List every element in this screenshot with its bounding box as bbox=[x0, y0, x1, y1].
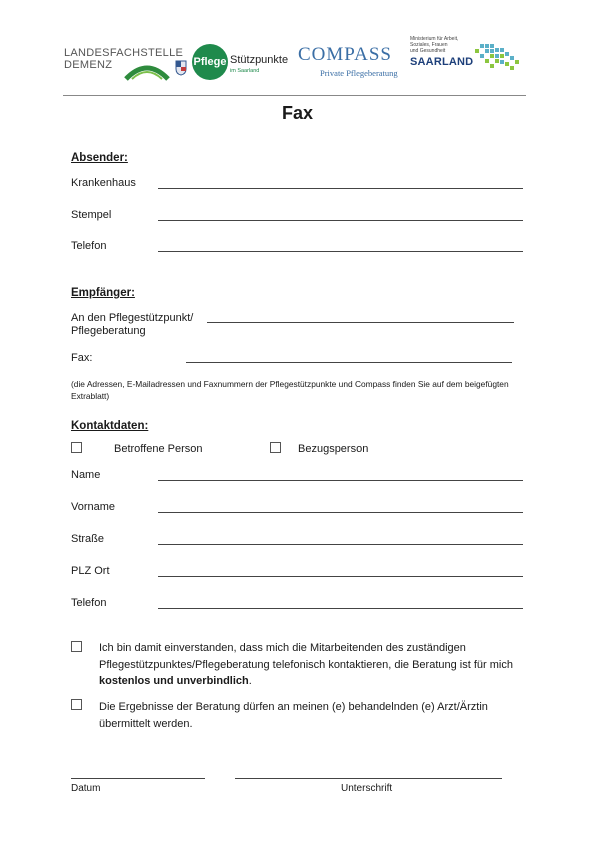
saarland-map-icon bbox=[474, 40, 520, 72]
logo-compass-name: COMPASS bbox=[298, 44, 392, 65]
field-stempel-line[interactable] bbox=[158, 220, 523, 221]
consent-contact-end: . bbox=[248, 675, 252, 687]
field-label-plz-ort: PLZ Ort bbox=[71, 565, 110, 577]
logo-saarland-name: SAARLAND bbox=[410, 56, 474, 68]
logo-landesfachstelle-demenz bbox=[64, 47, 190, 81]
label-bezugsperson: Bezugsperson bbox=[298, 443, 369, 455]
field-label-fax: Fax: bbox=[71, 352, 93, 364]
field-fax-line[interactable] bbox=[186, 362, 512, 363]
unterschrift-label: Unterschrift bbox=[341, 783, 393, 794]
field-telefon-absender-line[interactable] bbox=[158, 251, 523, 252]
field-label-telefon-absender: Telefon bbox=[71, 240, 107, 252]
logo-compass bbox=[298, 44, 404, 80]
coat-of-arms-icon bbox=[175, 60, 187, 76]
logo-landesfachstelle-line2: DEMENZ bbox=[64, 59, 113, 71]
header-divider bbox=[63, 95, 526, 96]
checkbox-betroffene-person[interactable] bbox=[71, 442, 82, 453]
datum-label: Datum bbox=[71, 783, 101, 794]
field-label-krankenhaus: Krankenhaus bbox=[71, 177, 136, 189]
absender-heading: Absender: bbox=[71, 152, 128, 164]
field-plz-ort-line[interactable] bbox=[158, 576, 523, 577]
field-label-strasse: Straße bbox=[71, 533, 105, 545]
unterschrift-line[interactable] bbox=[235, 778, 502, 779]
checkbox-consent-doctor[interactable] bbox=[71, 699, 82, 710]
datum-line[interactable] bbox=[71, 778, 205, 779]
logo-saarland-line2: Soziales, Frauen bbox=[410, 42, 448, 48]
field-label-name: Name bbox=[71, 469, 101, 481]
logo-pflegestuetzpunkte-name: Stützpunkte bbox=[230, 54, 289, 66]
empfaenger-note: (die Adressen, E-Mailadressen und Faxnummern der Pflegestützpunkte und Compass finden Sie auf dem beigefügten Extrablatt) bbox=[71, 379, 509, 401]
consent-contact-bold: kostenlos und unverbindlich bbox=[99, 675, 249, 687]
kontakt-heading: Kontaktdaten: bbox=[71, 420, 149, 432]
logo-pflegestuetzpunkte bbox=[192, 42, 294, 82]
field-pflegestuetzpunkt-line[interactable] bbox=[207, 322, 514, 323]
empfaenger-label-line1: An den Pflegestützpunkt/ bbox=[71, 312, 194, 324]
logo-compass-sub: Private Pflegeberatung bbox=[320, 68, 398, 78]
consent-contact-text bbox=[99, 640, 529, 690]
consent-contact-main: Ich bin damit einverstanden, dass mich die Mitarbeitenden des zuständigen Pflegestützpunktes/Pflegeberatung telefonisch kontaktieren, die Beratung ist für mich bbox=[99, 642, 513, 671]
checkbox-consent-contact[interactable] bbox=[71, 641, 82, 652]
page-title: Fax bbox=[281, 103, 314, 123]
field-name-line[interactable] bbox=[158, 480, 523, 481]
logo-saarland-line1: Ministerium für Arbeit, bbox=[410, 36, 459, 42]
logo-saarland-line3: und Gesundheit bbox=[410, 48, 446, 54]
field-strasse-line[interactable] bbox=[158, 544, 523, 545]
empfaenger-heading: Empfänger: bbox=[71, 287, 135, 299]
field-label-vorname: Vorname bbox=[71, 501, 116, 513]
empfaenger-label-line2: Pflegeberatung bbox=[71, 325, 146, 337]
checkbox-bezugsperson[interactable] bbox=[270, 442, 281, 453]
field-label-telefon-kontakt: Telefon bbox=[71, 597, 107, 609]
pflege-circle-icon: Pflege bbox=[192, 44, 228, 80]
logo-pflegestuetzpunkte-sub: im Saarland bbox=[230, 68, 260, 74]
consent-doctor-text: Die Ergebnisse der Beratung dürfen an meinen (e) behandelnden (e) Arzt/Ärztin übermittelt werden. bbox=[99, 701, 488, 730]
field-label-stempel: Stempel bbox=[71, 209, 112, 221]
field-krankenhaus-line[interactable] bbox=[158, 188, 523, 189]
logo-saarland-ministerium bbox=[410, 36, 520, 76]
field-vorname-line[interactable] bbox=[158, 512, 523, 513]
landesfachstelle-arc-icon bbox=[124, 59, 170, 81]
logo-landesfachstelle-line1: LANDESFACHSTELLE bbox=[64, 47, 184, 59]
field-telefon-kontakt-line[interactable] bbox=[158, 608, 523, 609]
label-betroffene-person: Betroffene Person bbox=[114, 443, 203, 455]
